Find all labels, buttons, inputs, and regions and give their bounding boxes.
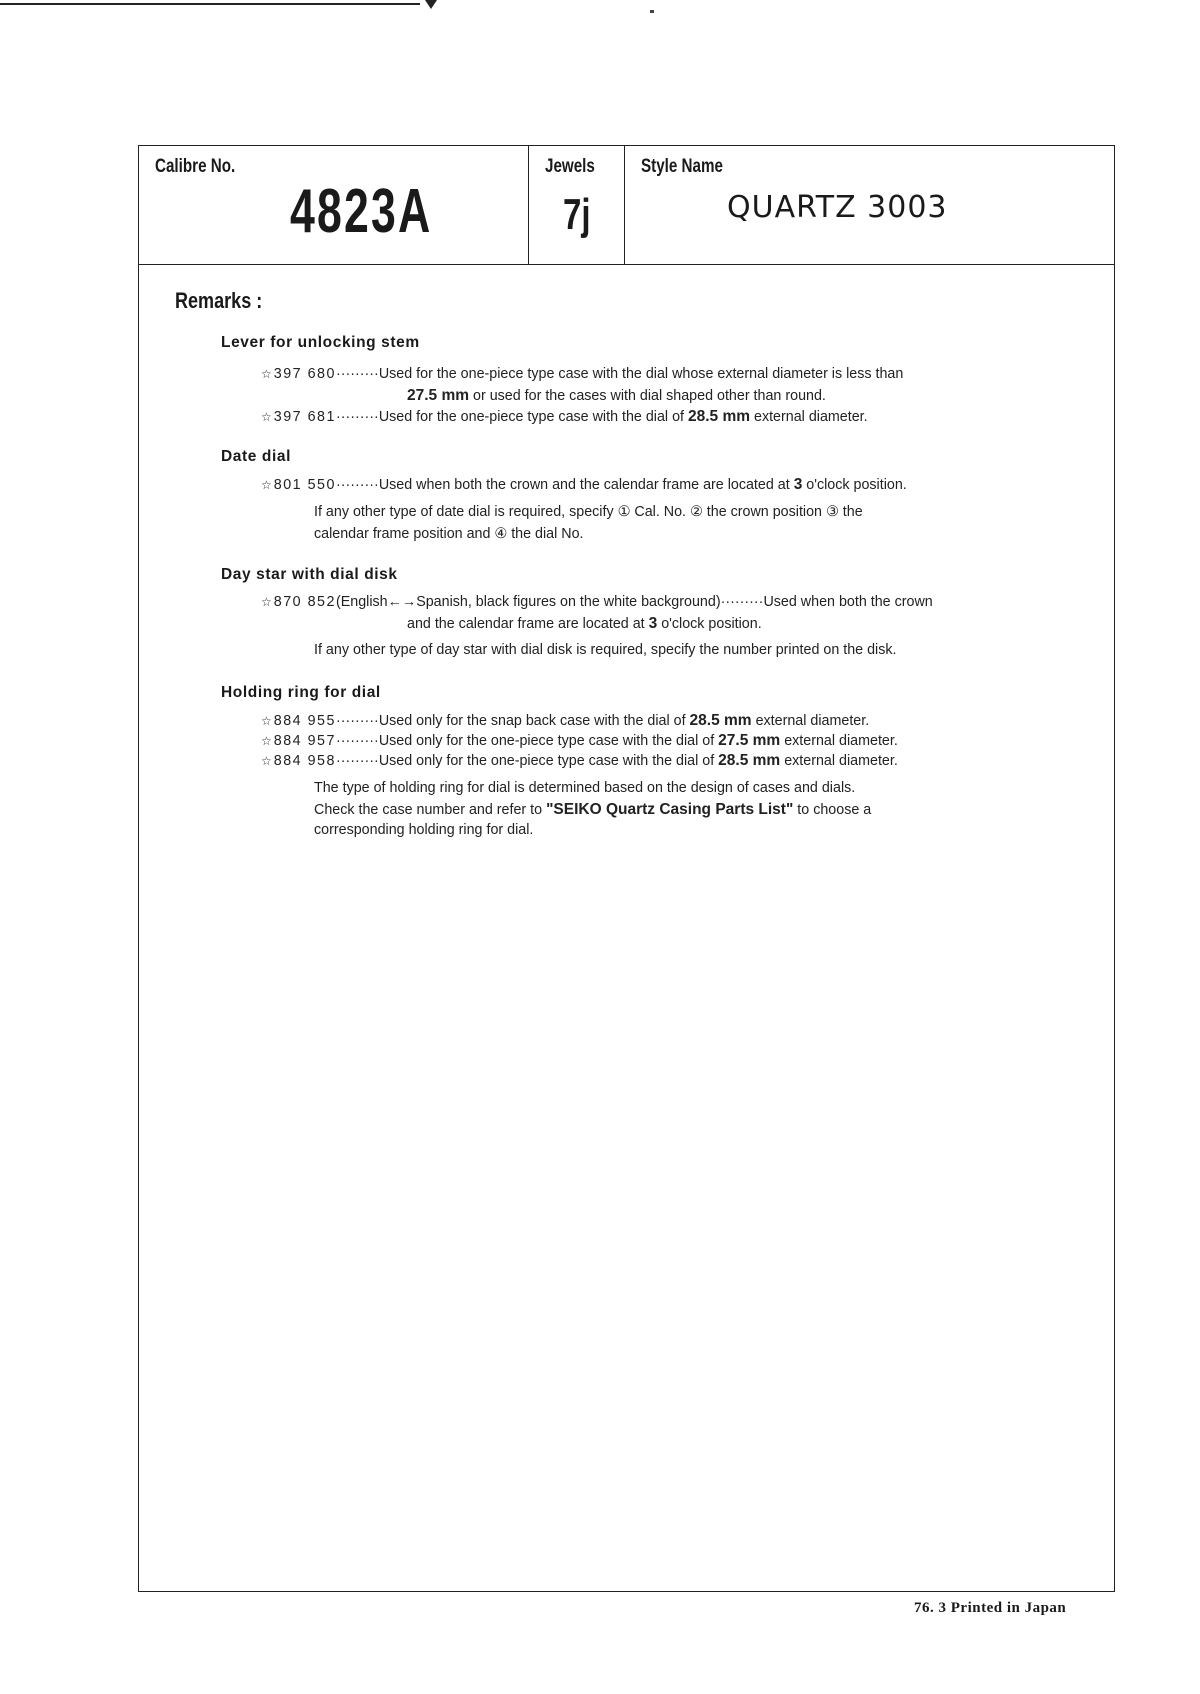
day-star-item-cont: and the calendar frame are located at 3 o'clock position. (407, 615, 762, 632)
holding-ring-note-1: The type of holding ring for dial is determined based on the design of cases and dials. (314, 780, 856, 796)
holding-ring-item-2: ☆ 884 957·········Used only for the one-piece type case with the dial of 27.5 mm external diameter. (261, 732, 898, 749)
day-star-note: If any other type of day star with dial disk is required, specify the number printed on the disk. (314, 642, 897, 658)
star-icon: ☆ (261, 734, 272, 748)
section-title-holding-ring: Holding ring for dial (221, 684, 381, 701)
style-name: QUARTZ 3003 (727, 190, 948, 225)
date-dial-note-2: calendar frame position and ④ the dial No. (314, 526, 584, 542)
star-icon: ☆ (261, 478, 272, 492)
print-footer: 76. 3 Printed in Japan (914, 1600, 1067, 1616)
style-label: Style Name (641, 156, 723, 177)
scan-artifact-mark (425, 0, 437, 9)
date-dial-note-1: If any other type of date dial is required, specify ① Cal. No. ② the crown position ③ the (314, 504, 863, 520)
star-icon: ☆ (261, 367, 272, 381)
scan-artifact-dot (650, 10, 654, 13)
header-row (139, 146, 1114, 265)
jewels-value: 7j (563, 190, 591, 239)
section-title-day-star: Day star with dial disk (221, 566, 398, 583)
jewels-label: Jewels (545, 156, 595, 177)
lever-item-2: ☆ 397 681·········Used for the one-piece type case with the dial of 28.5 mm external diameter. (261, 408, 868, 425)
day-star-item: ☆ 870 852(English←→Spanish, black figures on the white background)·········Used when both the crown (261, 594, 933, 610)
date-dial-item: ☆ 801 550·········Used when both the crown and the calendar frame are located at 3 o'clock position. (261, 476, 907, 493)
lever-item-1-cont: 27.5 mm or used for the cases with dial shaped other than round. (407, 387, 826, 404)
remarks-title: Remarks : (175, 288, 263, 313)
scan-artifact-line (0, 3, 420, 5)
holding-ring-note-3: corresponding holding ring for dial. (314, 822, 534, 838)
calibre-label: Calibre No. (155, 156, 236, 177)
star-icon: ☆ (261, 410, 272, 424)
jewels-cell (529, 146, 625, 264)
holding-ring-item-1: ☆ 884 955·········Used only for the snap back case with the dial of 28.5 mm external diameter. (261, 712, 870, 729)
calibre-number: 4823A (290, 177, 433, 246)
style-cell (625, 146, 1113, 264)
holding-ring-item-3: ☆ 884 958·········Used only for the one-piece type case with the dial of 28.5 mm external diameter. (261, 752, 898, 769)
calibre-cell (139, 146, 529, 264)
section-title-date-dial: Date dial (221, 448, 292, 465)
parts-sheet (138, 145, 1115, 1592)
section-title-lever: Lever for unlocking stem (221, 334, 420, 351)
star-icon: ☆ (261, 595, 272, 609)
star-icon: ☆ (261, 714, 272, 728)
holding-ring-note-2: Check the case number and refer to "SEIKO Quartz Casing Parts List" to choose a (314, 801, 872, 818)
lever-item-1: ☆ 397 680·········Used for the one-piece type case with the dial whose external diameter is less than (261, 366, 904, 382)
star-icon: ☆ (261, 754, 272, 768)
